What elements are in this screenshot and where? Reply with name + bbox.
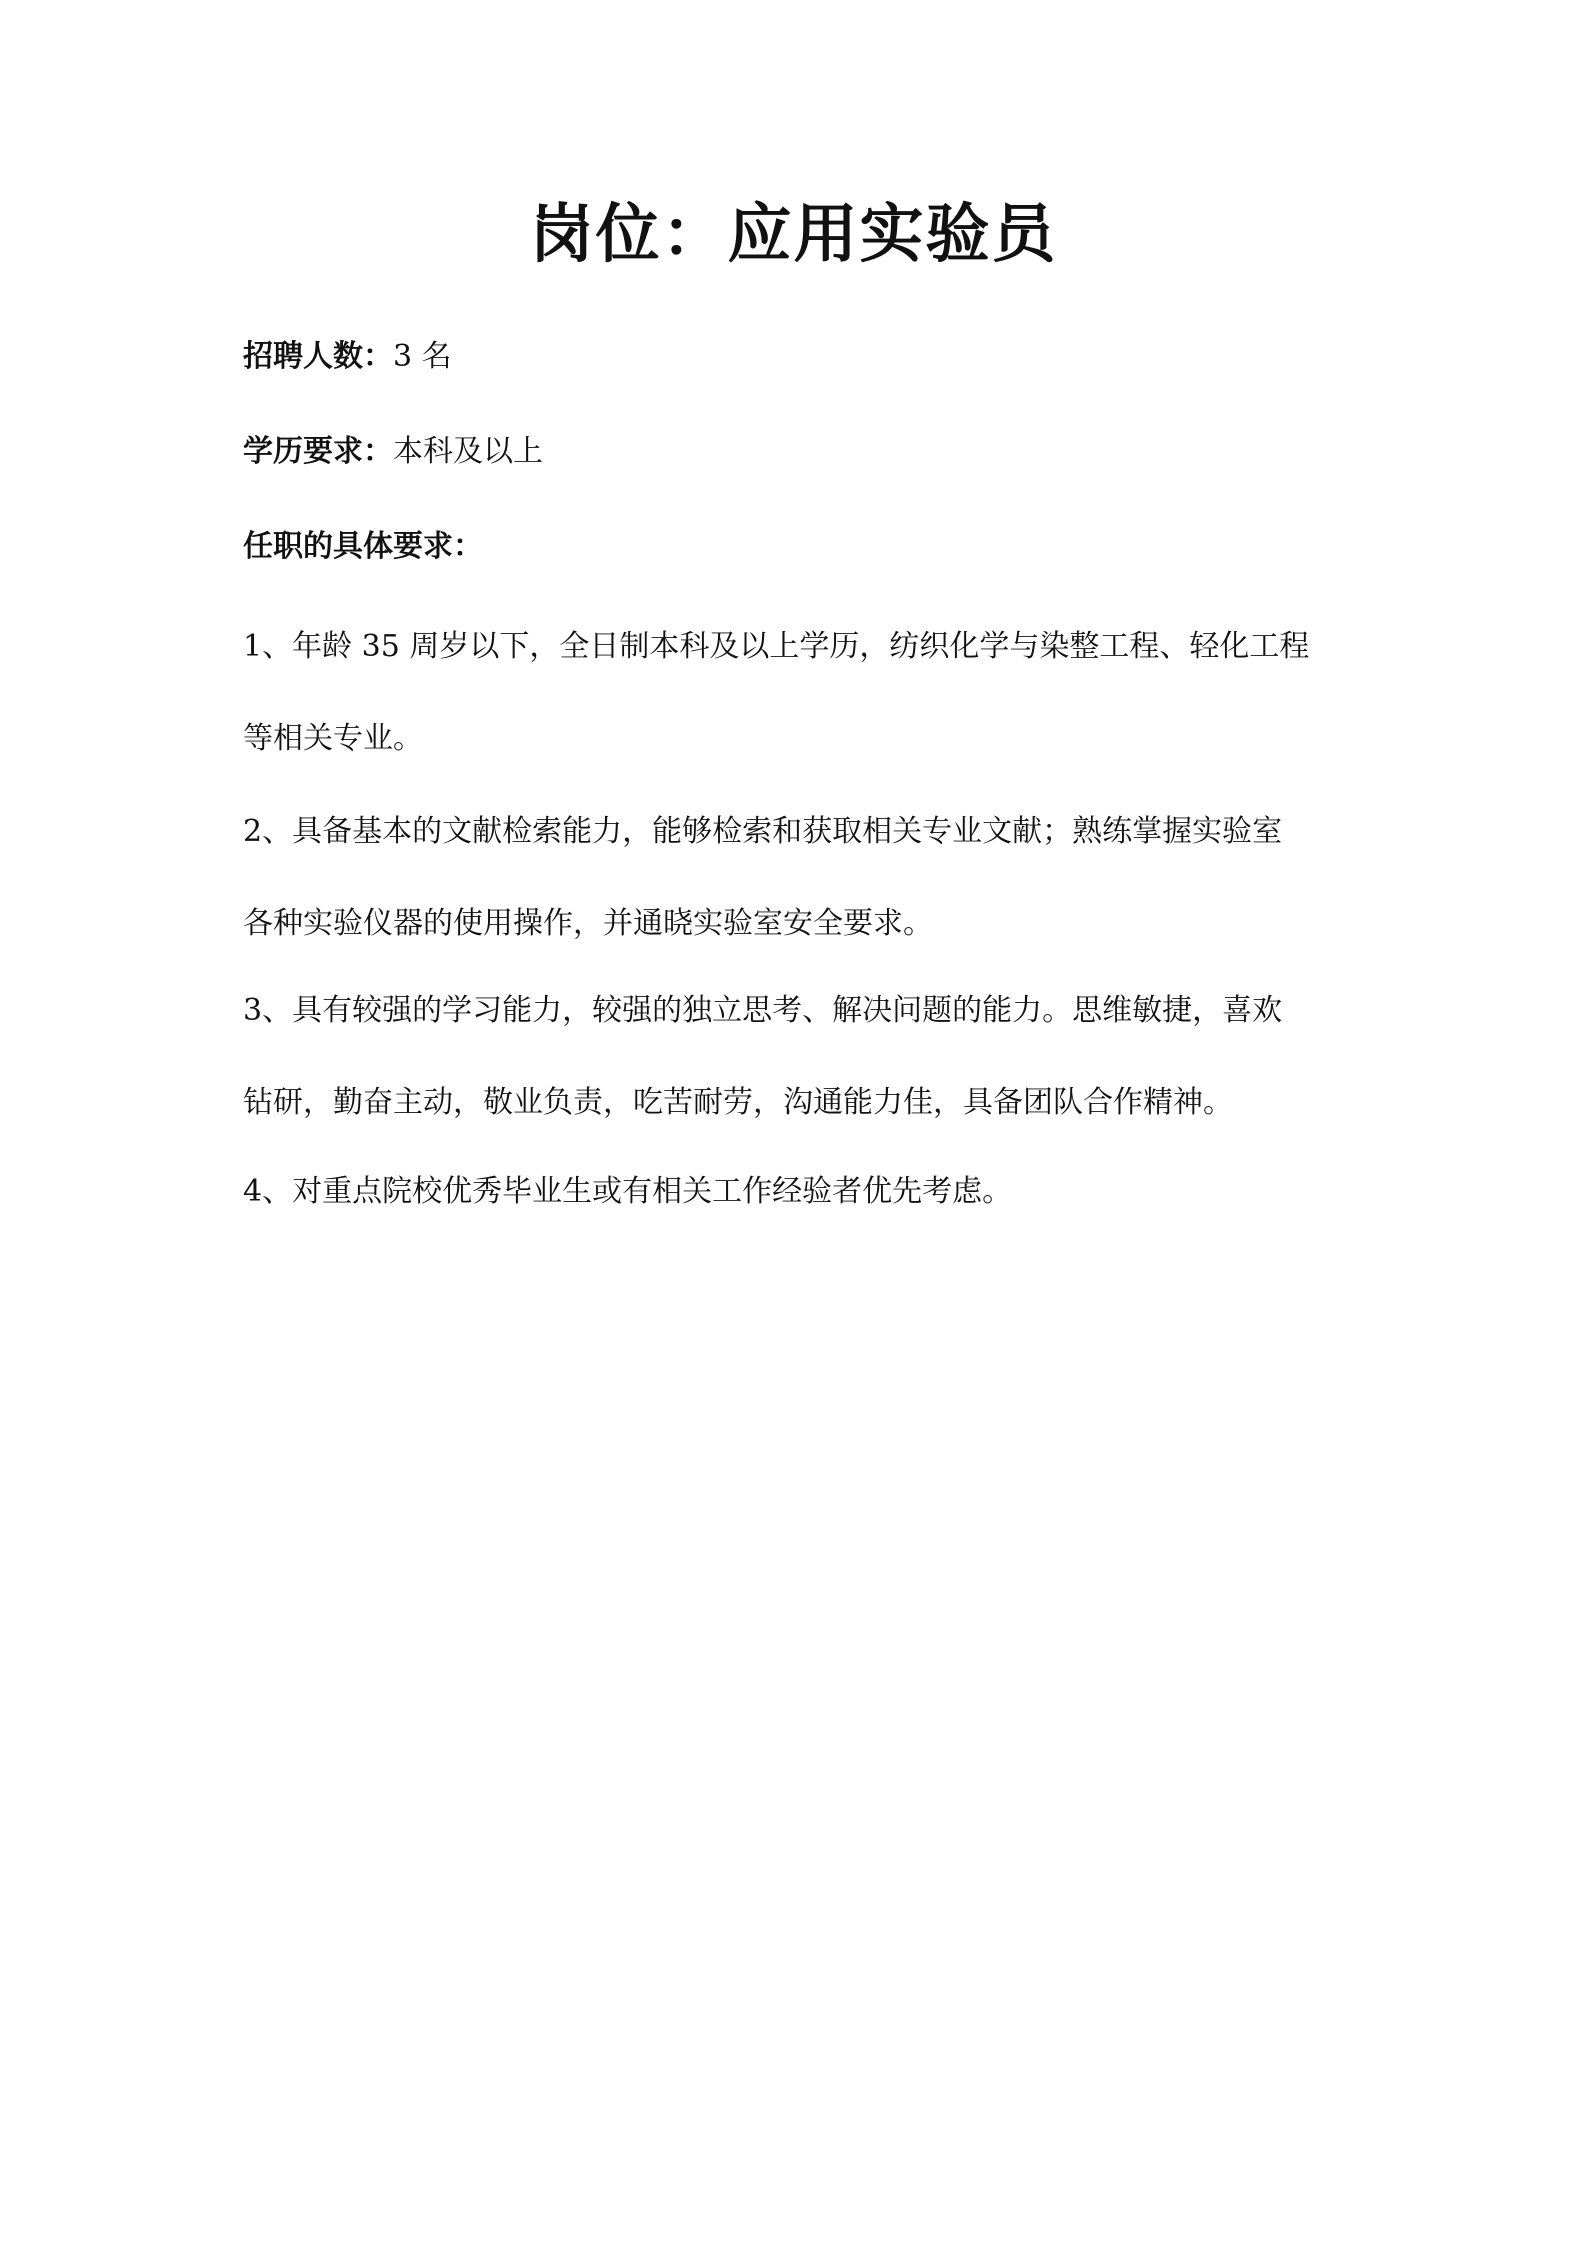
page-title: 岗位：应用实验员 <box>529 197 1058 272</box>
requirement-1-line-2: 等相关专业。 <box>243 721 423 756</box>
requirement-item-2 <box>243 812 1282 944</box>
requirement-item-3 <box>243 991 1282 1123</box>
recruit-count-value: 3 名 <box>393 339 452 374</box>
requirement-3-line-2: 钻研，勤奋主动，敬业负责，吃苦耐劳，沟通能力佳，具备团队合作精神。 <box>243 1085 1233 1120</box>
education-field <box>243 432 543 472</box>
education-label: 学历要求： <box>243 434 393 469</box>
requirement-2-line-2: 各种实验仪器的使用操作，并通晓实验室安全要求。 <box>243 906 933 941</box>
requirement-3-line-1: 3、具有较强的学习能力，较强的独立思考、解决问题的能力。思维敏捷，喜欢 <box>243 993 1283 1028</box>
recruit-count-label: 招聘人数： <box>243 339 393 374</box>
requirement-2-line-1: 2、具备基本的文献检索能力，能够检索和获取相关专业文献；熟练掌握实验室 <box>243 814 1283 849</box>
requirement-1-line-1: 1、年龄 35 周岁以下，全日制本科及以上学历，纺织化学与染整工程、轻化工程 <box>243 629 1310 664</box>
recruit-count-field <box>243 337 452 377</box>
requirements-heading: 任职的具体要求： <box>243 529 483 564</box>
requirement-4-line-1: 4、对重点院校优秀毕业生或有相关工作经验者优先考虑。 <box>243 1174 1013 1209</box>
education-value: 本科及以上 <box>393 434 543 469</box>
requirement-item-1 <box>243 627 1309 759</box>
requirement-item-4 <box>243 1172 1012 1212</box>
